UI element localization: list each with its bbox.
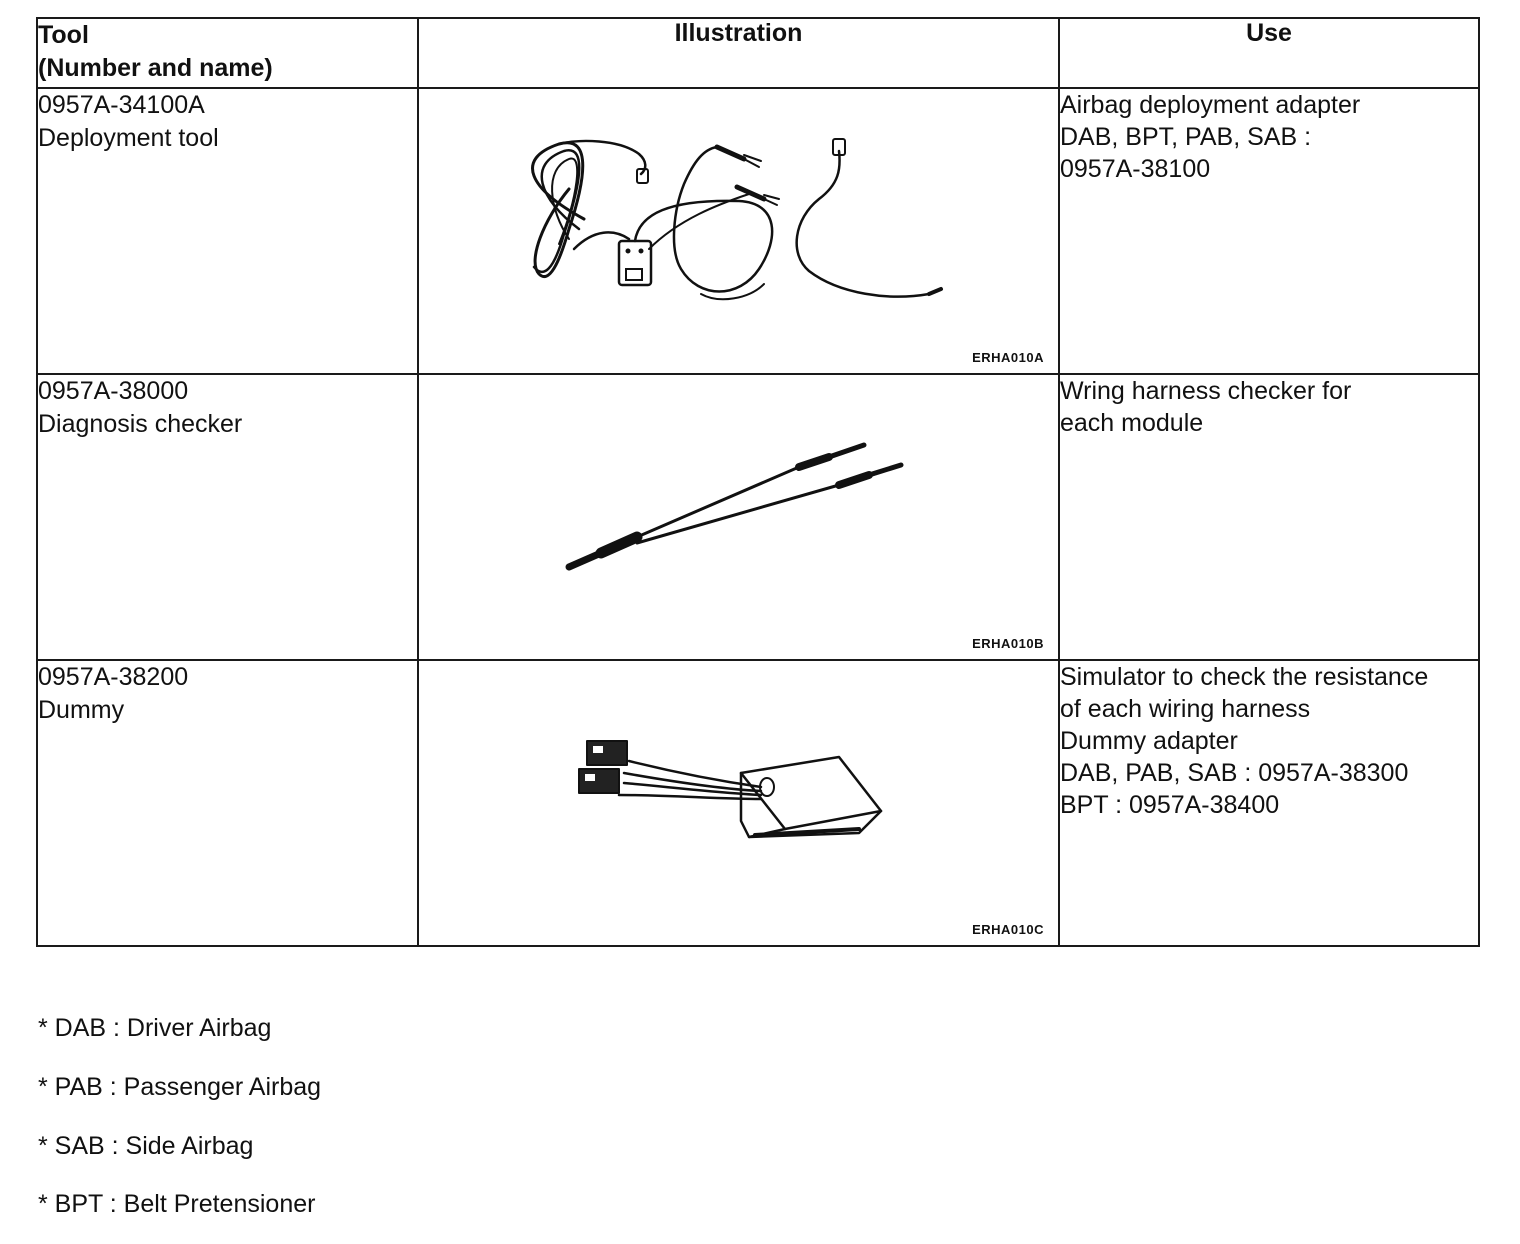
table-row — [37, 374, 1479, 660]
use-line: DAB, PAB, SAB : 0957A-38300 — [1060, 759, 1409, 787]
header-tool — [37, 18, 418, 88]
dummy-illustration — [419, 661, 1060, 953]
note-pab: * PAB : Passenger Airbag — [38, 1073, 322, 1101]
header-illustration: Illustration — [418, 18, 1059, 88]
use-cell — [1059, 660, 1479, 946]
tool-name: Diagnosis checker — [38, 410, 243, 438]
tool-number: 0957A-34100A — [38, 91, 205, 119]
special-tools-table — [36, 17, 1480, 947]
image-code: ERHA010C — [972, 922, 1044, 937]
tool-name: Deployment tool — [38, 124, 219, 152]
note-dab: * DAB : Driver Airbag — [38, 1014, 272, 1042]
note-bpt: * BPT : Belt Pretensioner — [38, 1190, 316, 1218]
diagnosis-checker-illustration — [419, 375, 1060, 667]
note-sab: * SAB : Side Airbag — [38, 1132, 254, 1160]
table-row — [37, 660, 1479, 946]
header-tool-line2: (Number and name) — [38, 54, 273, 82]
tool-cell — [37, 660, 418, 946]
use-line: each module — [1060, 409, 1204, 437]
tool-cell — [37, 88, 418, 374]
use-line: Dummy adapter — [1060, 727, 1238, 755]
use-line: BPT : 0957A-38400 — [1060, 791, 1280, 819]
illustration-cell — [418, 374, 1059, 660]
use-line: 0957A-38100 — [1060, 155, 1211, 183]
image-code: ERHA010A — [972, 350, 1044, 365]
use-line: Wring harness checker for — [1060, 377, 1352, 405]
tool-number: 0957A-38000 — [38, 377, 189, 405]
tool-number: 0957A-38200 — [38, 663, 189, 691]
use-line: of each wiring harness — [1060, 695, 1311, 723]
use-line: Airbag deployment adapter — [1060, 91, 1361, 119]
illustration-cell — [418, 88, 1059, 374]
tool-cell — [37, 374, 418, 660]
use-line: Simulator to check the resistance — [1060, 663, 1429, 691]
header-use: Use — [1059, 18, 1479, 88]
image-code: ERHA010B — [972, 636, 1044, 651]
header-row — [37, 18, 1479, 88]
use-cell — [1059, 374, 1479, 660]
table-row — [37, 88, 1479, 374]
tool-name: Dummy — [38, 696, 125, 724]
deployment-tool-illustration — [419, 89, 1060, 381]
use-line: DAB, BPT, PAB, SAB : — [1060, 123, 1312, 151]
illustration-cell — [418, 660, 1059, 946]
use-cell — [1059, 88, 1479, 374]
header-tool-line1: Tool — [38, 21, 89, 49]
